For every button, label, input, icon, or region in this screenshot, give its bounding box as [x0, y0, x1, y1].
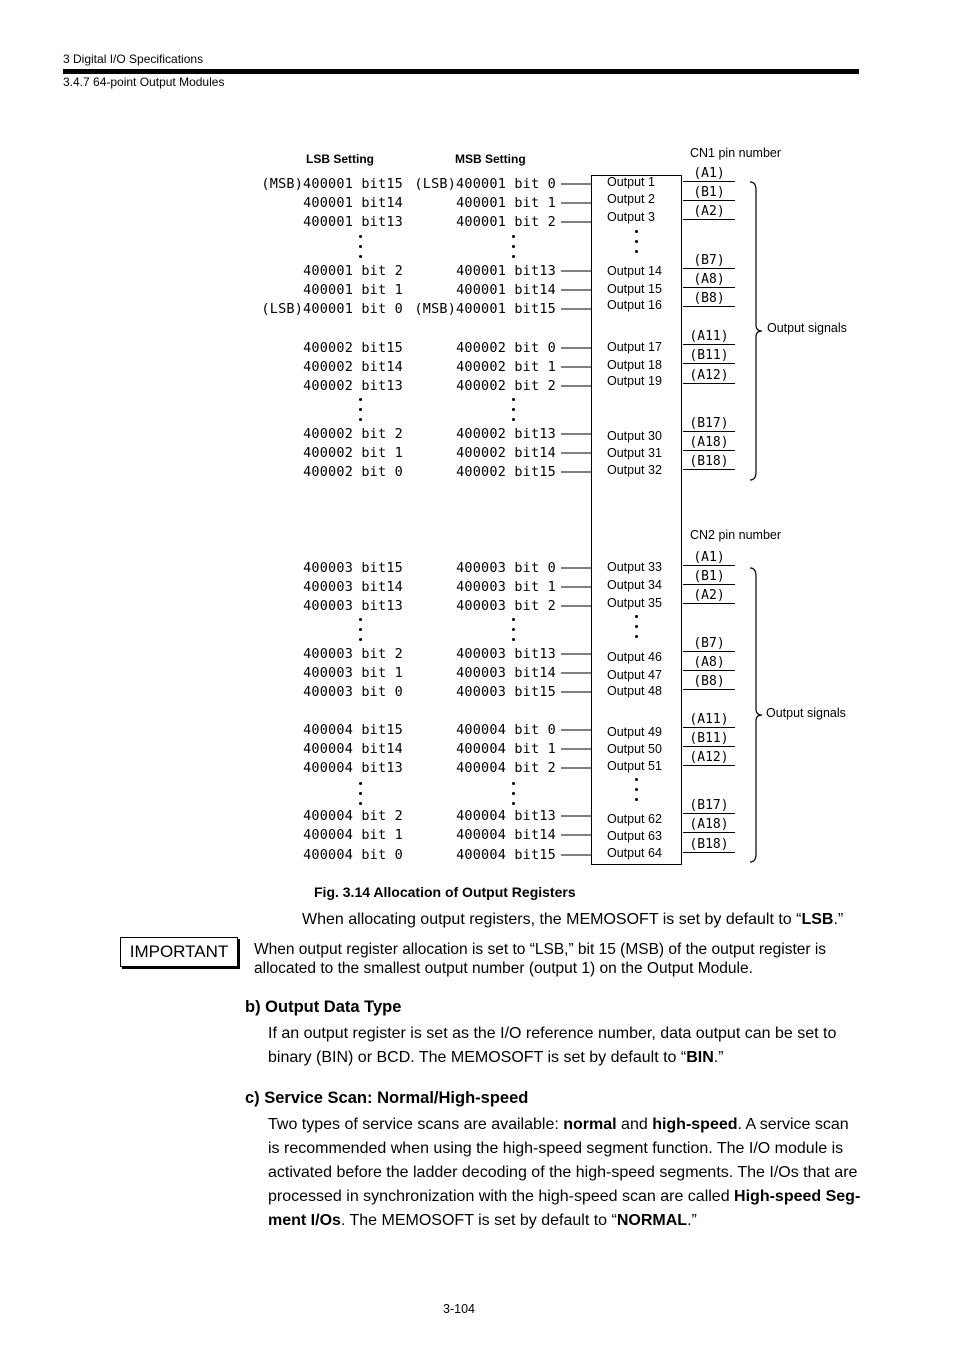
default-lsb-note	[302, 908, 843, 932]
output-label: Output 51	[607, 759, 662, 773]
lsb-register-bit: (LSB)400001 bit 0	[261, 301, 403, 317]
output-label: Output 16	[607, 298, 662, 312]
pin-number: (A18)	[683, 817, 735, 833]
lsb-register-bit: 400002 bit 0	[303, 464, 403, 480]
lsb-register-bit: 400004 bit 2	[303, 808, 403, 824]
output-label: Output 49	[607, 725, 662, 739]
msb-register-bit: 400003 bit 2	[456, 598, 556, 614]
msb-register-bit: 400001 bit 1	[456, 195, 556, 211]
service-scan-line-3: activated before the ladder decoding of the high-speed segments. The I/Os that are	[268, 1164, 858, 1181]
output-label: Output 35	[607, 596, 662, 610]
service-scan-line-1	[268, 1113, 860, 1137]
output-label: Output 50	[607, 742, 662, 756]
pin-number: (B7)	[683, 636, 735, 652]
msb-register-bit: 400002 bit14	[456, 445, 556, 461]
running-header-chapter: 3 Digital I/O Specifications	[63, 52, 204, 66]
lsb-register-bit: 400003 bit 0	[303, 684, 403, 700]
lsb-register-bit: 400003 bit14	[303, 579, 403, 595]
output-signals-label-cn1: Output signals	[767, 321, 847, 335]
output-signals-brace	[750, 568, 762, 862]
pin-number: (B7)	[683, 253, 735, 269]
service-scan-heading: c) Service Scan: Normal/High-speed	[245, 1089, 529, 1107]
important-note-line-2: allocated to the smallest output number (output 1) on the Output Module.	[254, 960, 753, 977]
output-label: Output 47	[607, 668, 662, 682]
output-label: Output 1	[607, 175, 655, 189]
output-label: Output 30	[607, 429, 662, 443]
msb-register-bit: 400004 bit 1	[456, 741, 556, 757]
pin-number: (A8)	[683, 655, 735, 671]
msb-register-bit: (LSB)400001 bit 0	[414, 176, 556, 192]
default-normal-value: NORMAL	[616, 1212, 688, 1229]
msb-register-bit: 400004 bit 0	[456, 722, 556, 738]
default-bin-value: BIN	[686, 1049, 714, 1066]
lsb-register-bit: 400004 bit15	[303, 722, 403, 738]
msb-register-bit: 400002 bit 0	[456, 340, 556, 356]
pin-number: (B11)	[683, 731, 735, 747]
output-label: Output 18	[607, 358, 662, 372]
lsb-register-bit: (MSB)400001 bit15	[261, 176, 403, 192]
pin-number: (A1)	[683, 166, 735, 182]
pin-number: (B18)	[683, 454, 735, 470]
pin-number: (B1)	[683, 569, 735, 585]
default-lsb-note-text: When allocating output registers, the MEMOSOFT is set by default to “	[302, 911, 802, 928]
msb-register-bit: 400004 bit13	[456, 808, 556, 824]
running-header-section: 3.4.7 64-point Output Modules	[63, 75, 225, 89]
output-signals-brace	[750, 182, 762, 480]
msb-register-bit: 400003 bit15	[456, 684, 556, 700]
important-note	[254, 940, 826, 978]
msb-register-bit: 400002 bit13	[456, 426, 556, 442]
service-scan-line-4-text: processed in synchronization with the high-speed scan are called	[268, 1188, 735, 1205]
pin-number: (A12)	[683, 750, 735, 766]
output-label: Output 48	[607, 684, 662, 698]
output-label: Output 14	[607, 264, 662, 278]
output-signals-label-cn2: Output signals	[766, 706, 846, 720]
lsb-register-bit: 400003 bit 1	[303, 665, 403, 681]
service-scan-line-5	[268, 1209, 860, 1233]
pin-number: (A2)	[683, 204, 735, 220]
lsb-register-bit: 400004 bit 1	[303, 827, 403, 843]
high-speed-segment-term-start: High-speed Seg-	[734, 1188, 861, 1205]
lsb-register-bit: 400002 bit13	[303, 378, 403, 394]
output-data-type-line-2-text: binary (BIN) or BCD. The MEMOSOFT is set by default to “	[268, 1049, 687, 1066]
output-data-type-text	[268, 1022, 836, 1070]
pin-number: (B18)	[683, 837, 735, 853]
output-label: Output 64	[607, 846, 662, 860]
lsb-register-bit: 400002 bit 2	[303, 426, 403, 442]
lsb-register-bit: 400002 bit15	[303, 340, 403, 356]
figure-caption: Fig. 3.14 Allocation of Output Registers	[314, 884, 576, 900]
lsb-register-bit: 400002 bit 1	[303, 445, 403, 461]
important-box	[120, 937, 238, 967]
important-note-line-1: When output register allocation is set to “LSB,” bit 15 (MSB) of the output register is	[254, 941, 827, 958]
output-label: Output 2	[607, 192, 655, 206]
pin-number: (B1)	[683, 185, 735, 201]
output-data-type-line-2-end: .”	[713, 1049, 724, 1066]
output-label: Output 19	[607, 374, 662, 388]
pin-number: (A2)	[683, 588, 735, 604]
high-speed-term: high-speed	[652, 1116, 738, 1133]
msb-register-bit: 400004 bit15	[456, 847, 556, 863]
output-label: Output 33	[607, 560, 662, 574]
pin-number: (A11)	[683, 329, 735, 345]
default-lsb-value: LSB	[801, 911, 834, 928]
lsb-setting-heading: LSB Setting	[306, 152, 374, 166]
default-lsb-note-end: .”	[833, 911, 844, 928]
pin-number: (A8)	[683, 272, 735, 288]
service-scan-line-2: is recommended when using the high-speed segment function. The I/O module is	[268, 1140, 844, 1157]
msb-register-bit: 400001 bit 2	[456, 214, 556, 230]
lsb-register-bit: 400001 bit 2	[303, 263, 403, 279]
lsb-register-bit: 400004 bit 0	[303, 847, 403, 863]
output-label: Output 62	[607, 812, 662, 826]
important-label: IMPORTANT	[129, 942, 229, 961]
cn2-pin-number-label: CN2 pin number	[690, 528, 782, 542]
msb-register-bit: (MSB)400001 bit15	[414, 301, 556, 317]
service-scan-text	[268, 1113, 860, 1233]
output-label: Output 34	[607, 578, 662, 592]
msb-register-bit: 400002 bit 2	[456, 378, 556, 394]
lsb-register-bit: 400003 bit 2	[303, 646, 403, 662]
pin-number: (A1)	[683, 550, 735, 566]
pin-number: (A11)	[683, 712, 735, 728]
service-scan-line-1-end: . A service scan	[737, 1116, 849, 1133]
output-label: Output 63	[607, 829, 662, 843]
lsb-register-bit: 400004 bit14	[303, 741, 403, 757]
output-label: Output 3	[607, 210, 655, 224]
output-data-type-line-2	[268, 1046, 836, 1070]
lsb-register-bit: 400003 bit13	[303, 598, 403, 614]
output-label: Output 15	[607, 282, 662, 296]
msb-register-bit: 400003 bit13	[456, 646, 556, 662]
pin-number: (A12)	[683, 368, 735, 384]
cn1-pin-number-label: CN1 pin number	[690, 146, 782, 160]
service-scan-line-1-text: Two types of service scans are available:	[268, 1116, 564, 1133]
lsb-register-bit: 400003 bit15	[303, 560, 403, 576]
msb-register-bit: 400004 bit 2	[456, 760, 556, 776]
output-label: Output 17	[607, 340, 662, 354]
normal-term: normal	[563, 1116, 617, 1133]
lsb-register-bit: 400001 bit13	[303, 214, 403, 230]
service-scan-line-5-text: . The MEMOSOFT is set by default to “	[340, 1212, 617, 1229]
output-label: Output 46	[607, 650, 662, 664]
output-label: Output 31	[607, 446, 662, 460]
msb-register-bit: 400003 bit 0	[456, 560, 556, 576]
msb-register-bit: 400003 bit14	[456, 665, 556, 681]
lsb-register-bit: 400002 bit14	[303, 359, 403, 375]
msb-register-bit: 400003 bit 1	[456, 579, 556, 595]
lsb-register-bit: 400004 bit13	[303, 760, 403, 776]
high-speed-segment-term-end: ment I/Os	[268, 1212, 341, 1229]
msb-register-bit: 400004 bit14	[456, 827, 556, 843]
msb-register-bit: 400001 bit13	[456, 263, 556, 279]
pin-number: (B8)	[683, 674, 735, 690]
msb-setting-heading: MSB Setting	[455, 152, 526, 166]
msb-register-bit: 400002 bit15	[456, 464, 556, 480]
output-label: Output 32	[607, 463, 662, 477]
pin-number: (B17)	[683, 416, 735, 432]
service-scan-line-5-end: .”	[687, 1212, 697, 1229]
page-number: 3-104	[443, 1302, 475, 1316]
service-scan-line-1-and: and	[616, 1116, 653, 1133]
lsb-register-bit: 400001 bit14	[303, 195, 403, 211]
pin-number: (B11)	[683, 348, 735, 364]
output-data-type-line-1: If an output register is set as the I/O reference number, data output can be set to	[268, 1025, 837, 1042]
pin-number: (A18)	[683, 435, 735, 451]
service-scan-line-4	[268, 1185, 860, 1209]
msb-register-bit: 400002 bit 1	[456, 359, 556, 375]
pin-number: (B8)	[683, 291, 735, 307]
pin-number: (B17)	[683, 798, 735, 814]
lsb-register-bit: 400001 bit 1	[303, 282, 403, 298]
msb-register-bit: 400001 bit14	[456, 282, 556, 298]
output-data-type-heading: b) Output Data Type	[245, 998, 402, 1016]
